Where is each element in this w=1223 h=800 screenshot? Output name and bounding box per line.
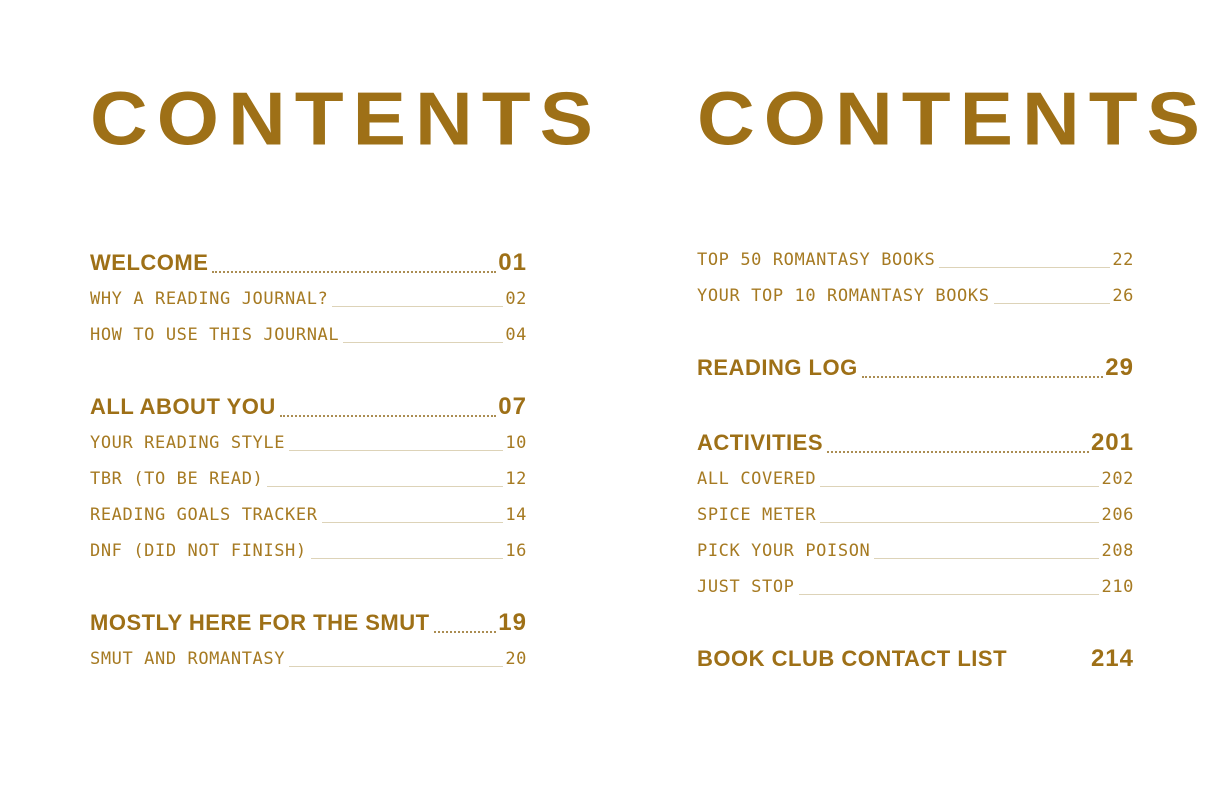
page-number: 19 <box>498 609 527 636</box>
page-title: CONTENTS <box>90 76 602 161</box>
toc-section-heading <box>697 428 1134 458</box>
toc-entry-title: ACTIVITIES <box>697 430 824 455</box>
page-number: 12 <box>505 469 527 489</box>
toc-entry-title: ALL COVERED <box>697 469 817 489</box>
toc-entry <box>697 503 1134 527</box>
toc-entry-title: WELCOME <box>90 250 209 275</box>
dotted-leader-line <box>212 271 496 273</box>
dotted-leader-line <box>332 306 503 307</box>
toc-entry-title: READING GOALS TRACKER <box>90 505 318 525</box>
dotted-leader-line <box>343 342 503 343</box>
dotted-leader-line <box>862 376 1104 378</box>
toc-page-right <box>697 0 1209 800</box>
page-number: 04 <box>505 325 527 345</box>
dotted-leader-line <box>289 450 503 451</box>
toc-entry <box>90 431 527 455</box>
page-number: 201 <box>1090 429 1134 456</box>
toc-entry <box>697 248 1134 272</box>
toc-entry-title: WHY A READING JOURNAL? <box>90 289 329 309</box>
page-number: 01 <box>498 249 527 276</box>
toc-entry-title: HOW TO USE THIS JOURNAL <box>90 325 340 345</box>
toc-entry-title: BOOK CLUB CONTACT LIST <box>697 646 1008 671</box>
page-number: 214 <box>1090 645 1134 672</box>
dotted-leader-line <box>267 486 503 487</box>
toc-entry-title: JUST STOP <box>697 577 795 597</box>
toc-section-heading <box>90 608 527 638</box>
toc-entry-title: PICK YOUR POISON <box>697 541 871 561</box>
toc-entry-title: SPICE METER <box>697 505 817 525</box>
dotted-leader-line <box>311 558 504 559</box>
toc-entry <box>90 503 527 527</box>
page-number: 29 <box>1105 354 1134 381</box>
toc-entry <box>90 323 527 347</box>
toc-entry-title: MOSTLY HERE FOR THE SMUT <box>90 610 430 635</box>
toc-section-heading <box>697 644 1134 674</box>
dotted-leader-line <box>939 267 1110 268</box>
page-number: 20 <box>505 649 527 669</box>
toc-entry <box>90 539 527 563</box>
page-number: 16 <box>505 541 527 561</box>
dotted-leader-line <box>820 522 1099 523</box>
page-number: 10 <box>505 433 527 453</box>
toc-entry <box>90 647 527 671</box>
page-number: 22 <box>1112 250 1134 270</box>
toc-section-heading <box>90 248 527 278</box>
toc-entry <box>697 575 1134 599</box>
toc-entry <box>90 467 527 491</box>
toc-section-heading <box>90 392 527 422</box>
dotted-leader-line <box>280 415 497 417</box>
toc-entry-title: YOUR TOP 10 ROMANTASY BOOKS <box>697 286 990 306</box>
toc-section-heading <box>697 353 1134 383</box>
toc-entry <box>90 287 527 311</box>
page-number: 208 <box>1101 541 1134 561</box>
toc-entry-title: TOP 50 ROMANTASY BOOKS <box>697 250 936 270</box>
toc-entry <box>697 539 1134 563</box>
page-number: 26 <box>1112 286 1134 306</box>
toc-entry-title: SMUT AND ROMANTASY <box>90 649 286 669</box>
dotted-leader-line <box>322 522 504 523</box>
page-number: 07 <box>498 393 527 420</box>
dotted-leader-line <box>874 558 1099 559</box>
dotted-leader-line <box>820 486 1099 487</box>
page-number: 02 <box>505 289 527 309</box>
dotted-leader-line <box>994 303 1111 304</box>
page-title: CONTENTS <box>697 76 1209 161</box>
page-number: 14 <box>505 505 527 525</box>
page-number: 202 <box>1101 469 1134 489</box>
toc-list <box>697 248 1134 674</box>
toc-entry-title: ALL ABOUT YOU <box>90 394 276 419</box>
toc-entry-title: READING LOG <box>697 355 858 380</box>
dotted-leader-line <box>827 451 1089 453</box>
toc-entry-title: DNF (DID NOT FINISH) <box>90 541 307 561</box>
dotted-leader-line <box>799 594 1100 595</box>
page-number: 210 <box>1101 577 1134 597</box>
toc-entry <box>697 284 1134 308</box>
toc-entry <box>697 467 1134 491</box>
toc-entry-title: YOUR READING STYLE <box>90 433 286 453</box>
page-number: 206 <box>1101 505 1134 525</box>
dotted-leader-line <box>434 631 497 633</box>
toc-list <box>90 248 527 671</box>
toc-page-left <box>90 0 602 800</box>
toc-entry-title: TBR (TO BE READ) <box>90 469 264 489</box>
dotted-leader-line <box>289 666 503 667</box>
